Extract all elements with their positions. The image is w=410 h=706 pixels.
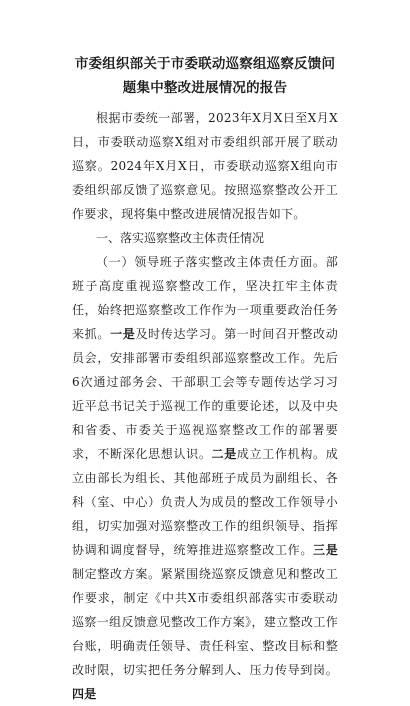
intro-paragraph: 根据市委统一部署，2023年X月X日至X月X日，市委联动巡察X组对市委组织部开展了联动巡察。2024年X月X日，市委联动巡察X组向市委组织部反馈了巡察意见。按照巡察整改公开工作要求，现将集中整改进展情况报告如下。 bbox=[72, 111, 338, 221]
document-title: 市委组织部关于市委联动巡察组巡察反馈问题集中整改进展情况的报告 bbox=[74, 56, 336, 96]
paragraph-text: 制定整改方案。紧紧围绕巡察反馈意见和整改工作要求，制定《中共X市委组织部落实市委联动巡察一组反馈意见整改工作方案》，建立整改工作台账，明确责任领导、责任科室、整改目标和整改时限，切实把任务分解到人、压力传导到岗。 bbox=[72, 567, 338, 677]
bold-marker: 二是 bbox=[211, 447, 237, 461]
bold-marker: 三是 bbox=[313, 543, 339, 557]
bold-marker: 一是 bbox=[110, 327, 136, 341]
paragraph-text: 成立工作机构。成立由部长为组长、其他部班子成员为副组长、各科（室、中心）负责人为成员的整改工作领导小组，切实加强对巡察整改工作的组织领导、指挥协调和调度督导，统筹推进巡察整改工作。 bbox=[72, 447, 338, 557]
body-paragraph bbox=[72, 250, 338, 706]
paragraph-text: 及时传达学习。第一时间召开整改动员会，安排部署市委组织部巡察整改工作。先后6次通过部务会、干部职工会等专题传达学习习近平总书记关于巡视工作的重要论述，以及中央和省委、市委关于巡视巡察整改工作的部署要求，不断深化思想认识。 bbox=[72, 327, 338, 461]
bold-marker: 四是 bbox=[72, 687, 97, 701]
paragraph-text: （一）领导班子落实整改主体责任方面。部班子高度重视巡察整改工作，坚决扛牢主体责任，始终把巡察整改工作作为一项重要政治任务来抓。 bbox=[72, 255, 338, 341]
section-heading: 一、落实巡察整改主体责任情况 bbox=[96, 231, 265, 245]
